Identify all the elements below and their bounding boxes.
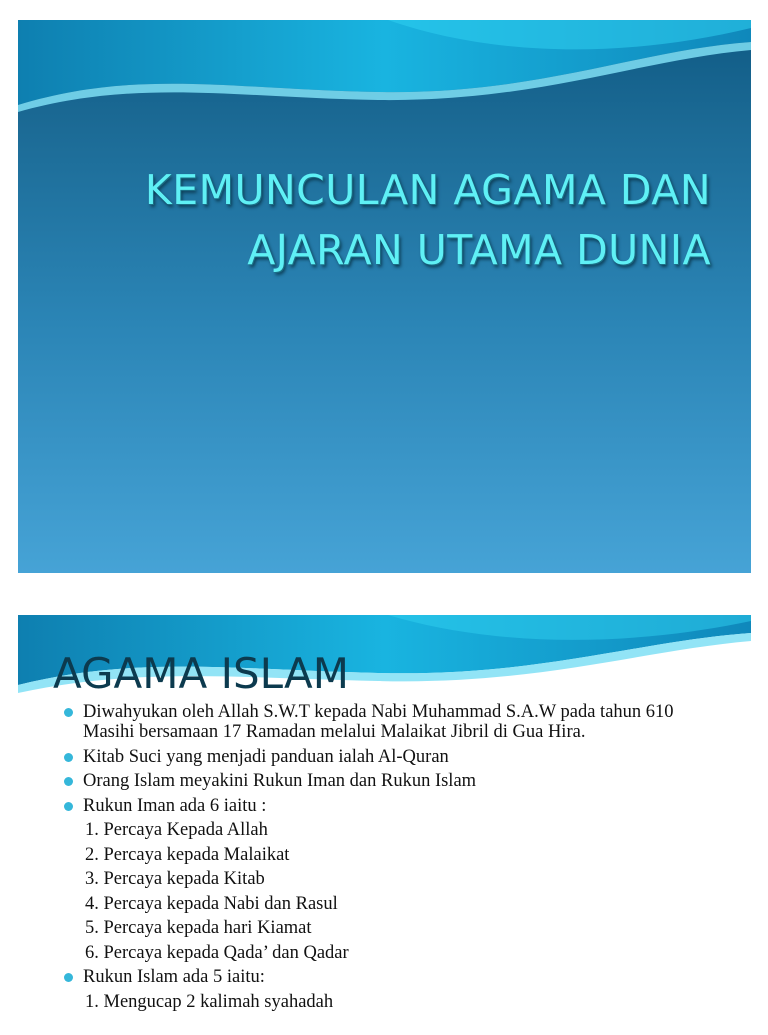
numbered-sub-item: 1. Mengucap 2 kalimah syahadah	[85, 991, 334, 1012]
bullet-item: Orang Islam meyakini Rukun Iman dan Rukun Islam	[63, 771, 723, 791]
bullet-item: Rukun Iman ada 6 iaitu :	[63, 796, 723, 816]
slide-title	[48, 160, 711, 280]
numbered-sub-item: 5. Percaya kepada hari Kiamat	[85, 918, 312, 938]
title-line-2: AJARAN UTAMA DUNIA	[247, 226, 711, 274]
slide-heading: AGAMA ISLAM	[53, 649, 349, 698]
bullet-item: Rukun Islam ada 5 iaitu:	[63, 967, 723, 987]
numbered-sub-item: 6. Percaya kepada Qada’ dan Qadar	[85, 942, 349, 963]
bullet-item: Kitab Suci yang menjadi panduan ialah Al-Quran	[63, 747, 723, 767]
title-slide	[18, 20, 751, 573]
numbered-sub-item: 2. Percaya kepada Malaikat	[85, 844, 290, 865]
numbered-sub-item: 3. Percaya kepada Kitab	[85, 869, 265, 889]
title-line-1: KEMUNCULAN AGAMA DAN	[144, 166, 711, 214]
bullet-item: Diwahyukan oleh Allah S.W.T kepada Nabi Muhammad S.A.W pada tahun 610 Masihi bersamaan 17 Ramadan melalui Malaikat Jibril di Gua Hira.	[63, 702, 723, 742]
wave-decoration	[18, 20, 751, 130]
numbered-sub-item: 4. Percaya kepada Nabi dan Rasul	[85, 893, 338, 914]
numbered-sub-item: 1. Percaya Kepada Allah	[85, 820, 268, 840]
bullet-list	[63, 702, 723, 1016]
content-slide	[18, 615, 751, 1035]
